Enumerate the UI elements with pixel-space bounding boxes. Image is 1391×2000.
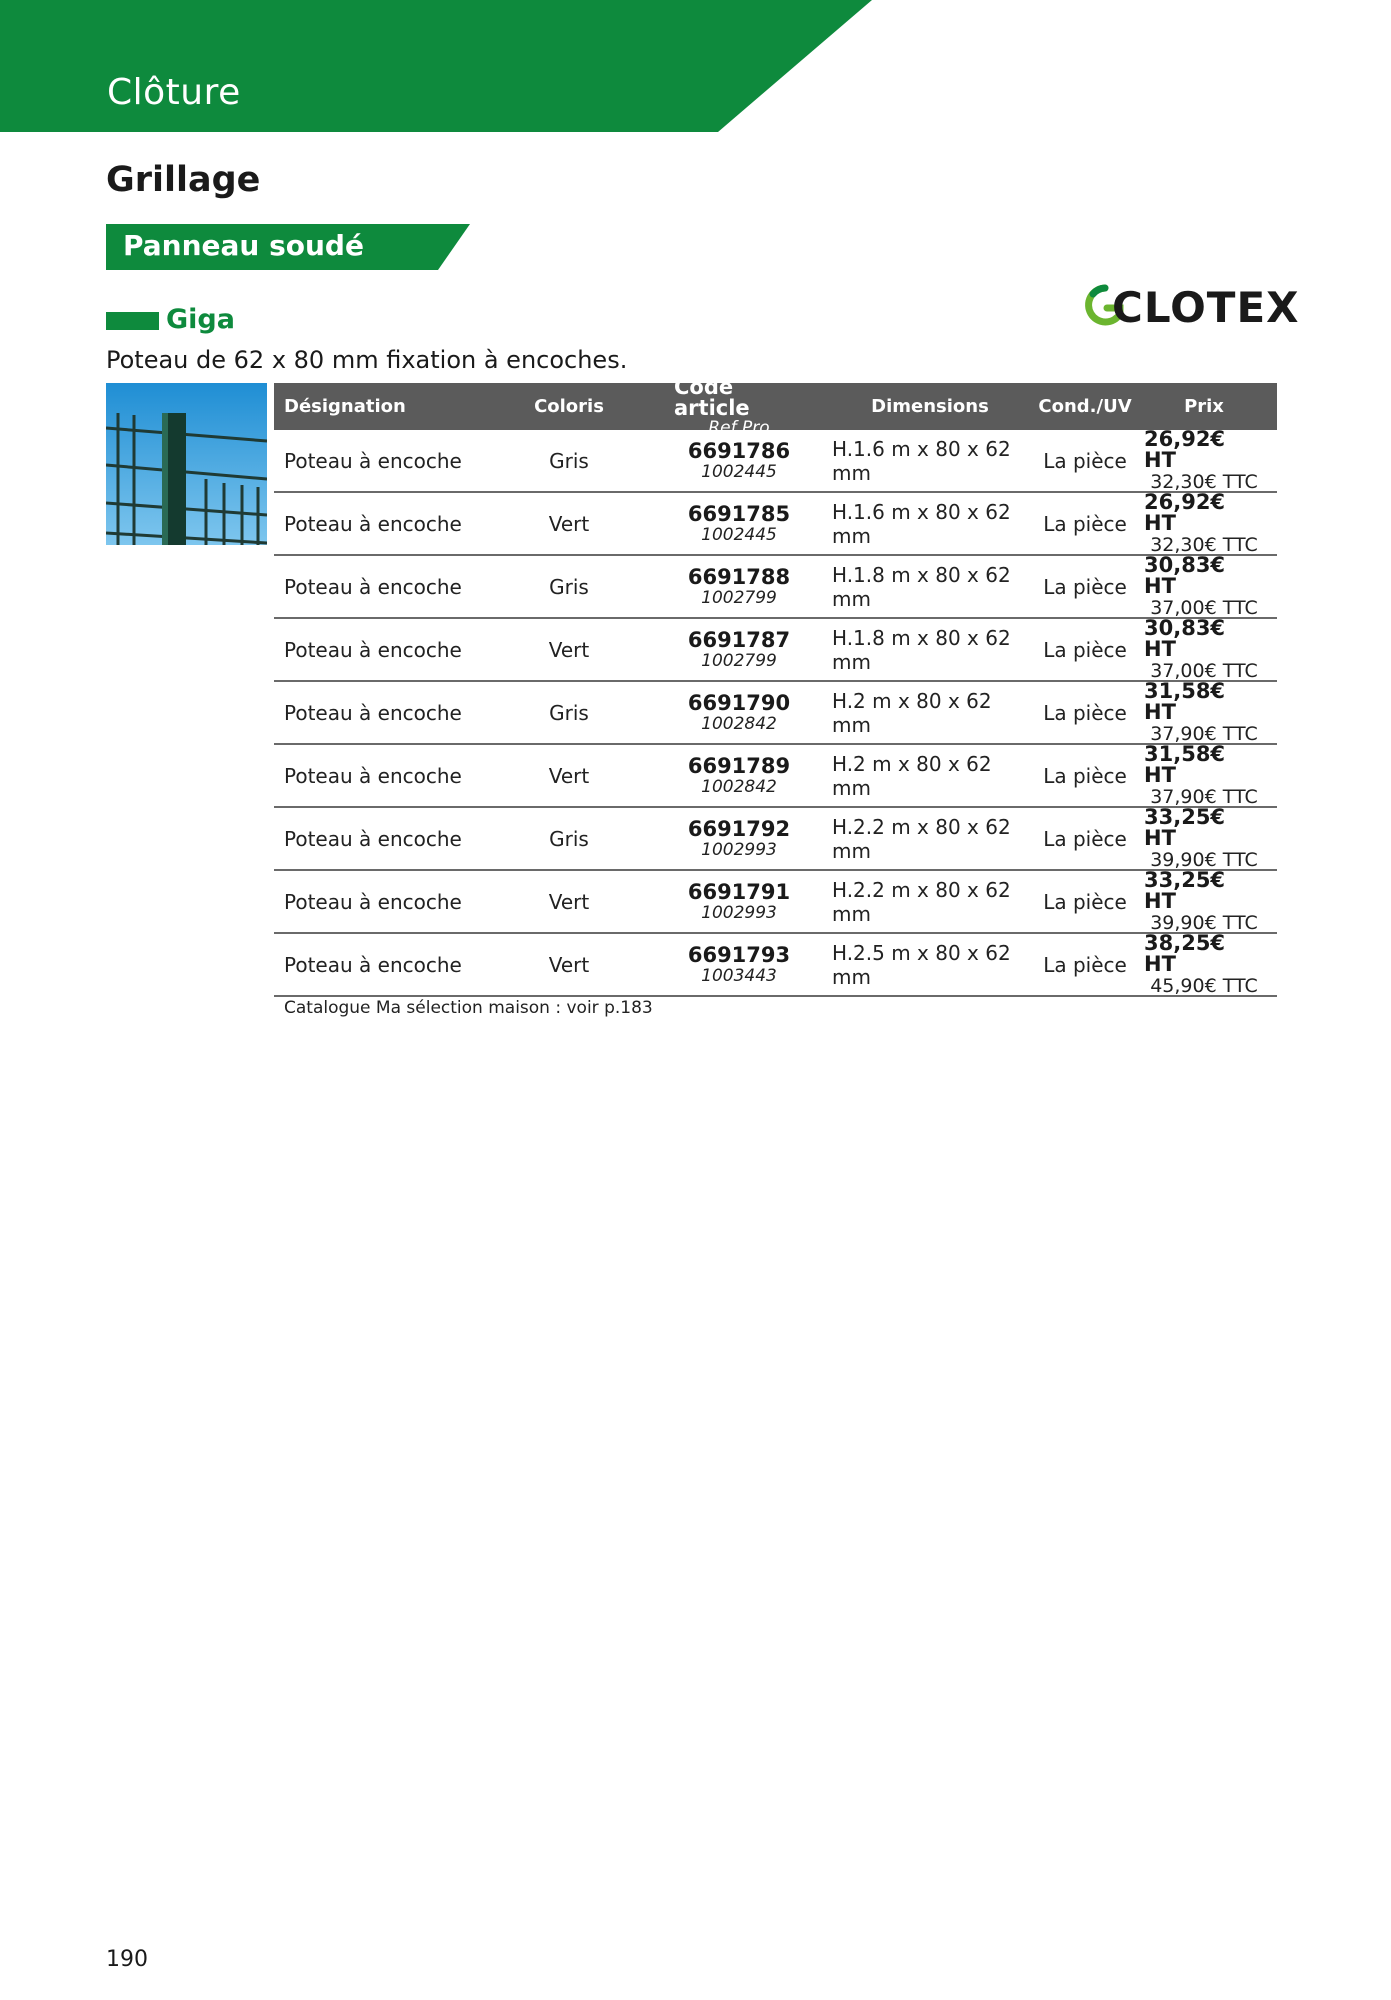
- cell-code-article: [674, 430, 804, 491]
- brand-name: CLOTEX: [1112, 283, 1300, 332]
- fence-post-photo: [106, 383, 267, 545]
- price-ttc: 32,30€ TTC: [1150, 534, 1258, 556]
- product-marker: [106, 312, 159, 330]
- cell-coloris: Vert: [548, 511, 590, 536]
- price-ttc: 39,90€ TTC: [1150, 912, 1258, 934]
- cell-code-article: [674, 682, 804, 743]
- price-ttc: 45,90€ TTC: [1150, 975, 1258, 997]
- cell-designation: Poteau à encoche: [284, 637, 462, 662]
- table-row: [274, 742, 1277, 808]
- table-row: [274, 679, 1277, 745]
- section-title: Grillage: [106, 160, 261, 200]
- cell-prix: [1144, 490, 1264, 556]
- cell-prix: [1144, 742, 1264, 808]
- price-ht: 38,25€ HT: [1144, 931, 1226, 976]
- header-coloris: Coloris: [534, 396, 604, 417]
- cell-coloris: Gris: [549, 700, 589, 725]
- cell-coloris: Gris: [549, 574, 589, 599]
- header-ref-pro-label: Ref Pro: [708, 417, 770, 438]
- price-ht: 31,58€ HT: [1144, 742, 1226, 787]
- cell-code-article: [674, 871, 804, 932]
- code-article: 6691788: [687, 564, 791, 589]
- cell-cond: La pièce: [1043, 574, 1127, 599]
- cell-cond: La pièce: [1043, 637, 1127, 662]
- cell-prix: [1144, 553, 1264, 619]
- ref-pro: 1002799: [701, 650, 777, 671]
- cell-designation: Poteau à encoche: [284, 952, 462, 977]
- header-dimensions: Dimensions: [871, 396, 989, 417]
- price-ht: 30,83€ HT: [1144, 553, 1226, 598]
- product-name: Giga: [166, 304, 235, 335]
- cell-code-article: [674, 745, 804, 806]
- code-article: 6691785: [687, 501, 791, 526]
- header-code-article-label: Code article: [674, 374, 750, 420]
- table-row: [274, 553, 1277, 619]
- table-row: [274, 616, 1277, 682]
- cell-cond: La pièce: [1043, 511, 1127, 536]
- catalogue-footnote: Catalogue Ma sélection maison : voir p.183: [284, 998, 653, 1018]
- cell-designation: Poteau à encoche: [284, 889, 462, 914]
- header-prix: Prix: [1184, 396, 1224, 417]
- cell-cond: La pièce: [1043, 448, 1127, 473]
- price-ht: 30,83€ HT: [1144, 616, 1226, 661]
- header-code-article: [674, 374, 804, 438]
- ref-pro: 1002445: [701, 524, 777, 545]
- cell-cond: La pièce: [1043, 889, 1127, 914]
- table-header: [274, 374, 1277, 438]
- price-ht: 26,92€ HT: [1144, 490, 1226, 535]
- ref-pro: 1002842: [701, 776, 777, 797]
- ref-pro: 1002842: [701, 713, 777, 734]
- cell-dimensions: H.2.5 m x 80 x 62 mm: [832, 940, 1011, 989]
- price-ht: 33,25€ HT: [1144, 868, 1226, 913]
- cell-coloris: Vert: [548, 637, 590, 662]
- cell-designation: Poteau à encoche: [284, 826, 462, 851]
- cell-cond: La pièce: [1043, 952, 1127, 977]
- cell-coloris: Gris: [549, 826, 589, 851]
- cell-dimensions: H.1.8 m x 80 x 62 mm: [832, 625, 1011, 674]
- product-table: [274, 374, 1277, 997]
- cell-cond: La pièce: [1043, 700, 1127, 725]
- price-ttc: 37,90€ TTC: [1150, 786, 1258, 808]
- cell-dimensions: H.2 m x 80 x 62 mm: [832, 751, 992, 800]
- category-title: Clôture: [107, 72, 241, 113]
- code-article: 6691786: [687, 438, 791, 463]
- cell-code-article: [674, 808, 804, 869]
- cell-dimensions: H.1.6 m x 80 x 62 mm: [832, 436, 1011, 485]
- cell-prix: [1144, 616, 1264, 682]
- cell-prix: [1144, 679, 1264, 745]
- page-number: 190: [106, 1947, 148, 1972]
- header-cond: Cond./UV: [1038, 396, 1132, 417]
- cell-coloris: Gris: [549, 448, 589, 473]
- cell-prix: [1144, 427, 1264, 493]
- cell-code-article: [674, 493, 804, 554]
- cell-cond: La pièce: [1043, 826, 1127, 851]
- code-article: 6691791: [687, 879, 791, 904]
- ref-pro: 1002993: [701, 902, 777, 923]
- product-description: Poteau de 62 x 80 mm fixation à encoches.: [106, 346, 628, 374]
- cell-coloris: Vert: [548, 889, 590, 914]
- code-article: 6691787: [687, 627, 791, 652]
- table-row: [274, 868, 1277, 934]
- cell-designation: Poteau à encoche: [284, 448, 462, 473]
- ref-pro: 1003443: [701, 965, 777, 986]
- price-ht: 31,58€ HT: [1144, 679, 1226, 724]
- cell-designation: Poteau à encoche: [284, 511, 462, 536]
- cell-prix: [1144, 805, 1264, 871]
- price-ttc: 37,00€ TTC: [1150, 660, 1258, 682]
- cell-dimensions: H.2.2 m x 80 x 62 mm: [832, 814, 1011, 863]
- category-banner: [0, 0, 1391, 135]
- price-ht: 33,25€ HT: [1144, 805, 1226, 850]
- cell-coloris: Vert: [548, 763, 590, 788]
- table-row: [274, 805, 1277, 871]
- cell-coloris: Vert: [548, 952, 590, 977]
- cell-designation: Poteau à encoche: [284, 574, 462, 599]
- price-ttc: 37,00€ TTC: [1150, 597, 1258, 619]
- code-article: 6691792: [687, 816, 791, 841]
- cell-designation: Poteau à encoche: [284, 700, 462, 725]
- cell-code-article: [674, 619, 804, 680]
- code-article: 6691793: [687, 942, 791, 967]
- code-article: 6691790: [687, 690, 791, 715]
- cell-code-article: [674, 934, 804, 995]
- cell-prix: [1144, 931, 1264, 997]
- ref-pro: 1002993: [701, 839, 777, 860]
- price-ht: 26,92€ HT: [1144, 427, 1226, 472]
- subsection-title: Panneau soudé: [123, 229, 364, 262]
- header-designation: Désignation: [284, 396, 406, 417]
- cell-dimensions: H.2 m x 80 x 62 mm: [832, 688, 992, 737]
- cell-cond: La pièce: [1043, 763, 1127, 788]
- ref-pro: 1002445: [701, 461, 777, 482]
- cell-code-article: [674, 556, 804, 617]
- price-ttc: 39,90€ TTC: [1150, 849, 1258, 871]
- table-row: [274, 931, 1277, 997]
- cell-designation: Poteau à encoche: [284, 763, 462, 788]
- price-ttc: 37,90€ TTC: [1150, 723, 1258, 745]
- code-article: 6691789: [687, 753, 791, 778]
- ref-pro: 1002799: [701, 587, 777, 608]
- cell-dimensions: H.2.2 m x 80 x 62 mm: [832, 877, 1011, 926]
- price-ttc: 32,30€ TTC: [1150, 471, 1258, 493]
- cell-prix: [1144, 868, 1264, 934]
- table-row: [274, 490, 1277, 556]
- cell-dimensions: H.1.6 m x 80 x 62 mm: [832, 499, 1011, 548]
- cell-dimensions: H.1.8 m x 80 x 62 mm: [832, 562, 1011, 611]
